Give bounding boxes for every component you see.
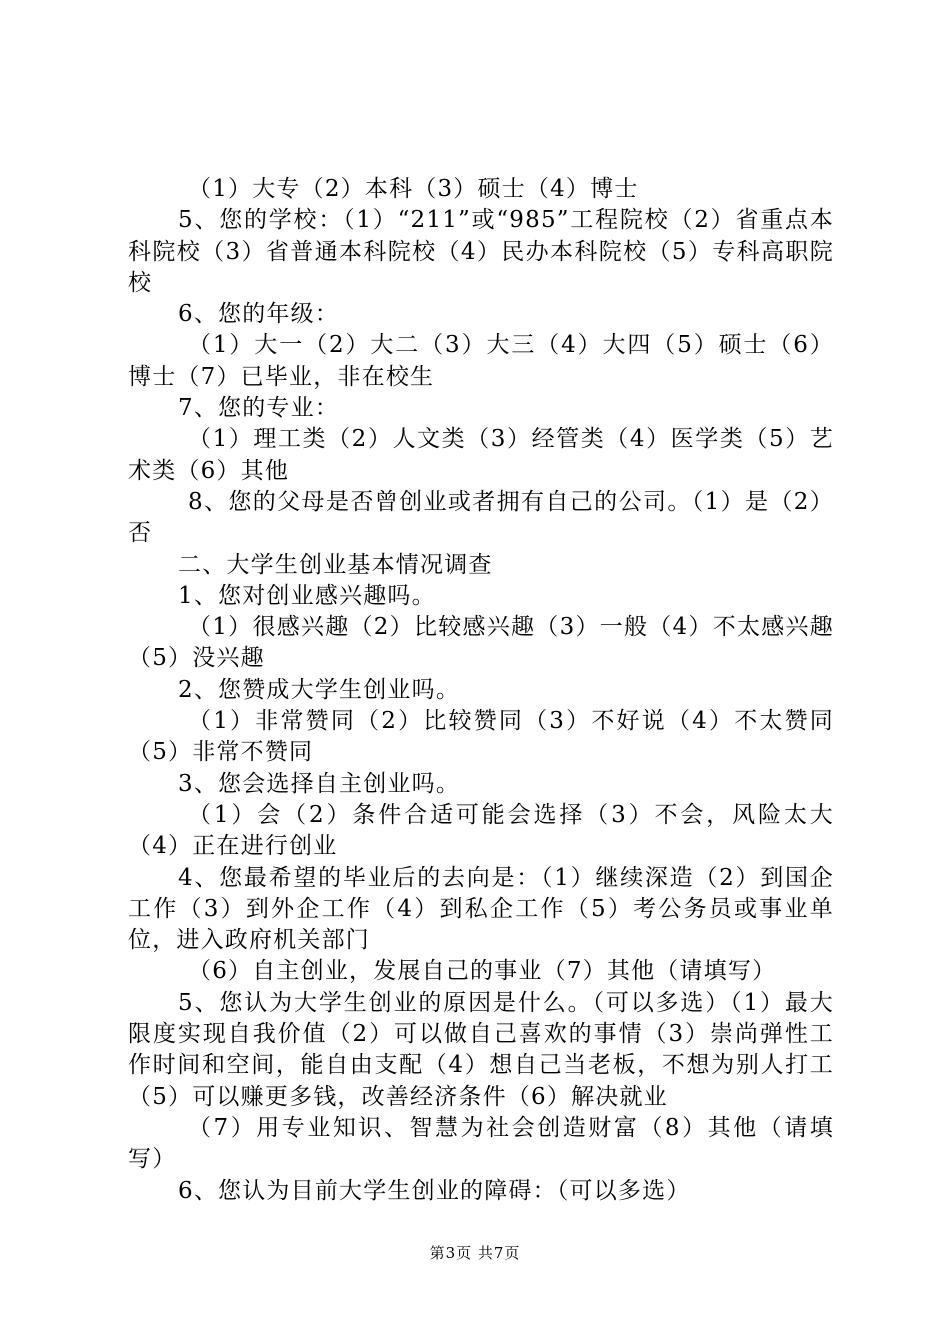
question-parents-business: 8、您的父母是否曾创业或者拥有自己的公司。（1）是（2）否 xyxy=(128,488,834,547)
question-interest: 1、您对创业感兴趣吗。 xyxy=(178,582,436,609)
question-grade: 6、您的年级： xyxy=(178,301,340,328)
option-line-startup-reasons: （7）用专业知识、智慧为社会创造财富（8）其他（请填写） xyxy=(128,1114,834,1173)
section-heading-entrepreneurship: 二、大学生创业基本情况调查 xyxy=(178,551,493,578)
option-line-major: （1）理工类（2）人文类（3）经管类（4）医学类（5）艺术类（6）其他 xyxy=(128,426,834,484)
option-line-degree: （1）大专（2）本科（3）硕士（4）博士 xyxy=(188,176,639,202)
question-approve: 2、您赞成大学生创业吗。 xyxy=(178,676,461,703)
question-choose-startup: 3、您会选择自主创业吗。 xyxy=(178,770,461,797)
document-body xyxy=(128,174,834,1207)
page-number-footer: 第3页 共7页 xyxy=(429,1244,521,1262)
option-line-career-destination: （6）自主创业，发展自己的事业（7）其他（请填写） xyxy=(188,958,777,985)
option-line-interest: （1）很感兴趣（2）比较感兴趣（3）一般（4）不太感兴趣（5）没兴趣 xyxy=(128,614,834,672)
option-line-approve: （1）非常赞同（2）比较赞同（3）不好说（4）不太赞同（5）非常不赞同 xyxy=(128,708,834,766)
question-major: 7、您的专业： xyxy=(178,395,340,422)
question-startup-obstacles: 6、您认为目前大学生创业的障碍：（可以多选） xyxy=(178,1177,691,1204)
question-startup-reasons: 5、您认为大学生创业的原因是什么。（可以多选）（1）最大限度实现自我价值（2）可以做自己喜欢的事情（3）崇尚弹性工作时间和空间，能自由支配（4）想自己当老板，不想为别人打工（5）可以赚更多钱，改善经济条件（6）解决就业 xyxy=(128,989,834,1110)
question-career-destination: 4、您最希望的毕业后的去向是：（1）继续深造（2）到国企工作（3）到外企工作（4）到私企工作（5）考公务员或事业单位，进入政府机关部门 xyxy=(128,864,834,954)
question-school: 5、您的学校：（1）“211”或“985”工程院校（2）省重点本科院校（3）省普通本科院校（4）民办本科院校（5）专科高职院校 xyxy=(128,207,834,296)
option-line-grade: （1）大一（2）大二（3）大三（4）大四（5）硕士（6）博士（7）已毕业，非在校生 xyxy=(128,332,834,390)
option-line-choose-startup: （1）会（2）条件合适可能会选择（3）不会，风险太大（4）正在进行创业 xyxy=(128,801,834,860)
